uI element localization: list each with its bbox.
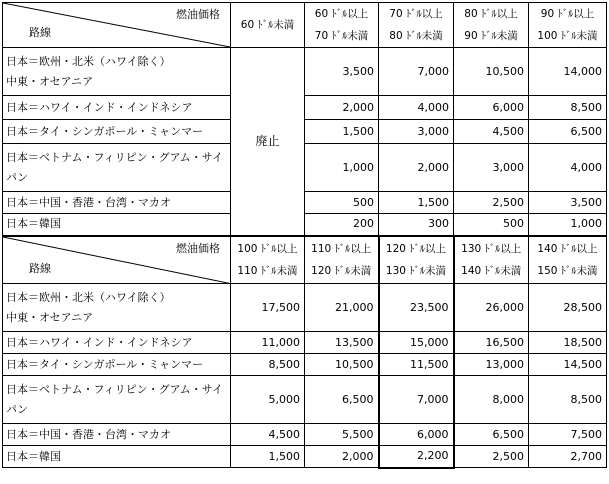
table1-header-1: 60 ﾄﾞﾙ以上 70 ﾄﾞﾙ未満	[305, 3, 379, 48]
value-cell: 7,000	[379, 48, 454, 96]
route-cell: 日本＝ハワイ・インド・インドネシア	[3, 332, 231, 354]
value-cell: 13,000	[454, 354, 529, 376]
value-cell: 7,500	[529, 424, 607, 446]
abolished-cell: 廃止	[231, 48, 305, 236]
table2-header-3: 130 ﾄﾞﾙ以上 140 ﾄﾞﾙ未満	[454, 236, 529, 284]
value-cell: 6,000	[454, 96, 529, 120]
value-cell: 28,500	[529, 284, 607, 332]
value-cell: 21,000	[305, 284, 379, 332]
value-cell: 4,500	[454, 120, 529, 144]
value-cell: 3,500	[529, 192, 607, 214]
value-cell: 2,000	[305, 96, 379, 120]
table-row	[3, 284, 607, 332]
route-cell: 日本＝ハワイ・インド・インドネシア	[3, 96, 231, 120]
route-label: 路線	[29, 26, 51, 39]
value-cell: 8,500	[529, 376, 607, 424]
value-cell: 10,500	[305, 354, 379, 376]
value-cell: 3,000	[379, 120, 454, 144]
value-cell: 17,500	[231, 284, 305, 332]
table2-header-1: 110 ﾄﾞﾙ以上 120 ﾄﾞﾙ未満	[305, 236, 379, 284]
table2-header-0: 100 ﾄﾞﾙ以上 110 ﾄﾞﾙ未満	[231, 236, 305, 284]
value-cell: 8,500	[231, 354, 305, 376]
table-row	[3, 446, 607, 468]
value-cell: 1,000	[305, 144, 379, 192]
table-row	[3, 376, 607, 424]
value-cell: 2,000	[305, 446, 379, 468]
value-cell: 13,500	[305, 332, 379, 354]
value-cell: 14,500	[529, 354, 607, 376]
route-cell: 日本＝タイ・シンガポール・ミャンマー	[3, 354, 231, 376]
table1-header-row	[3, 3, 607, 48]
surcharge-tables	[2, 2, 607, 469]
value-cell: 3,500	[305, 48, 379, 96]
table-row	[3, 214, 607, 236]
value-cell: 4,000	[529, 144, 607, 192]
table1-header-2: 70 ﾄﾞﾙ以上 80 ﾄﾞﾙ未満	[379, 3, 454, 48]
value-cell: 16,500	[454, 332, 529, 354]
route-cell: 日本＝タイ・シンガポール・ミャンマー	[3, 120, 231, 144]
table-row	[3, 332, 607, 354]
value-cell: 18,500	[529, 332, 607, 354]
table-row	[3, 354, 607, 376]
value-cell: 1,500	[379, 192, 454, 214]
value-cell: 11,000	[231, 332, 305, 354]
value-cell: 1,500	[305, 120, 379, 144]
value-cell: 2,000	[379, 144, 454, 192]
value-cell: 10,500	[454, 48, 529, 96]
table-row	[3, 48, 607, 96]
value-cell: 5,500	[305, 424, 379, 446]
value-cell-highlighted: 2,200	[379, 446, 454, 468]
value-cell: 6,500	[305, 376, 379, 424]
table1-header-3: 80 ﾄﾞﾙ以上 90 ﾄﾞﾙ未満	[454, 3, 529, 48]
value-cell: 26,000	[454, 284, 529, 332]
table-row	[3, 424, 607, 446]
table1-header-0: 60 ﾄﾞﾙ未満	[231, 3, 305, 48]
table-row	[3, 120, 607, 144]
value-cell: 8,000	[454, 376, 529, 424]
table2-header-row	[3, 236, 607, 284]
value-cell: 6,500	[454, 424, 529, 446]
value-cell: 500	[305, 192, 379, 214]
value-cell: 2,500	[454, 192, 529, 214]
value-cell: 4,000	[379, 96, 454, 120]
table-row	[3, 96, 607, 120]
value-cell: 8,500	[529, 96, 607, 120]
table2-header-4: 140 ﾄﾞﾙ以上 150 ﾄﾞﾙ未満	[529, 236, 607, 284]
route-cell: 日本＝韓国	[3, 214, 231, 236]
fuel-surcharge-table	[2, 2, 607, 469]
route-cell: 日本＝ベトナム・フィリピン・グアム・サイ パン	[3, 376, 231, 424]
value-cell: 500	[454, 214, 529, 236]
fuel-price-label: 燃油価格	[176, 8, 220, 21]
route-cell: 日本＝韓国	[3, 446, 231, 468]
route-label: 路線	[29, 262, 51, 275]
value-cell: 300	[379, 214, 454, 236]
value-cell-highlighted: 6,000	[379, 424, 454, 446]
route-cell: 日本＝中国・香港・台湾・マカオ	[3, 192, 231, 214]
table1-header-4: 90 ﾄﾞﾙ以上 100 ﾄﾞﾙ未満	[529, 3, 607, 48]
table1-corner-cell	[3, 3, 231, 48]
route-cell: 日本＝ベトナム・フィリピン・グアム・サイ パン	[3, 144, 231, 192]
value-cell-highlighted: 15,000	[379, 332, 454, 354]
value-cell: 200	[305, 214, 379, 236]
value-cell: 2,700	[529, 446, 607, 468]
fuel-price-label: 燃油価格	[176, 241, 220, 255]
value-cell: 6,500	[529, 120, 607, 144]
table2-corner-cell	[3, 236, 231, 284]
value-cell: 14,000	[529, 48, 607, 96]
table-row	[3, 144, 607, 192]
value-cell: 2,500	[454, 446, 529, 468]
value-cell-highlighted: 23,500	[379, 284, 454, 332]
value-cell-highlighted: 11,500	[379, 354, 454, 376]
value-cell: 1,500	[231, 446, 305, 468]
value-cell: 4,500	[231, 424, 305, 446]
table2-header-2-highlighted: 120 ﾄﾞﾙ以上 130 ﾄﾞﾙ未満	[379, 236, 454, 284]
value-cell-highlighted: 7,000	[379, 376, 454, 424]
route-cell: 日本＝欧州・北米（ハワイ除く） 中東・オセアニア	[3, 284, 231, 332]
value-cell: 3,000	[454, 144, 529, 192]
value-cell: 5,000	[231, 376, 305, 424]
table-row	[3, 192, 607, 214]
value-cell: 1,000	[529, 214, 607, 236]
route-cell: 日本＝中国・香港・台湾・マカオ	[3, 424, 231, 446]
route-cell: 日本＝欧州・北米（ハワイ除く） 中東・オセアニア	[3, 48, 231, 96]
